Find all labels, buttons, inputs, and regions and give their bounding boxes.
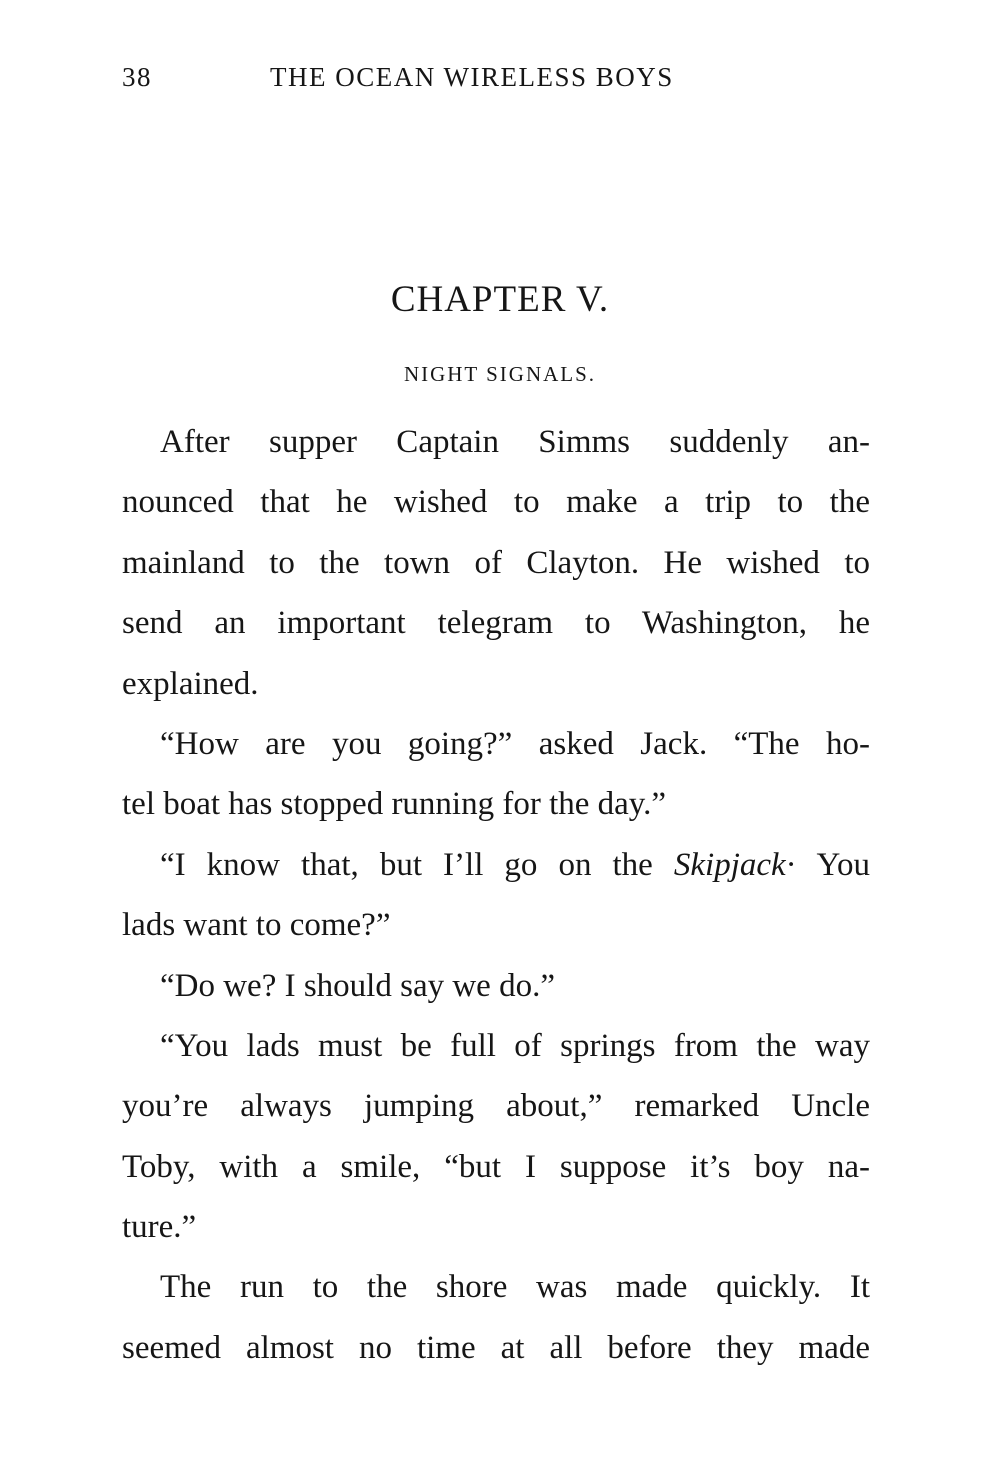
chapter-title: CHAPTER V. <box>390 279 610 320</box>
text-line: The run to the shore was made quickly. It <box>160 1269 870 1306</box>
text-line: explained. <box>122 665 259 702</box>
text-line: send an important telegram to Washington, he <box>122 605 870 642</box>
text-line: “How are you going?” asked Jack. “The ho- <box>160 725 870 762</box>
text-line: lads want to come?” <box>122 907 391 944</box>
text-line: “You lads must be full of springs from the way <box>160 1027 870 1064</box>
text-fragment: “I know that, but I’ll go on the <box>160 846 674 883</box>
running-head <box>122 62 882 98</box>
text-line: After supper Captain Simms suddenly an- <box>160 424 870 460</box>
chapter-subtitle: NIGHT SIGNALS. <box>403 362 597 386</box>
text-line <box>122 835 870 895</box>
body-text <box>122 412 870 1378</box>
running-title: THE OCEAN WIRELESS BOYS <box>270 62 674 92</box>
text-line: ture.” <box>122 1209 197 1246</box>
text-line: “Do we? I should say we do.” <box>160 967 555 1004</box>
ship-name: Skipjack <box>673 846 786 883</box>
text-line: tel boat has stopped running for the day.” <box>122 786 667 823</box>
text-line: seemed almost no time at all before they made <box>122 1329 870 1366</box>
text-line: nounced that he wished to make a trip to the <box>122 484 870 521</box>
text-line: mainland to the town of Clayton. He wished to <box>122 544 870 581</box>
text-fragment: · You <box>785 846 870 883</box>
text-line: Toby, with a smile, “but I suppose it’s boy na- <box>122 1148 870 1185</box>
text-line: you’re always jumping about,” remarked Uncle <box>122 1088 870 1125</box>
page-number: 38 <box>122 62 152 92</box>
